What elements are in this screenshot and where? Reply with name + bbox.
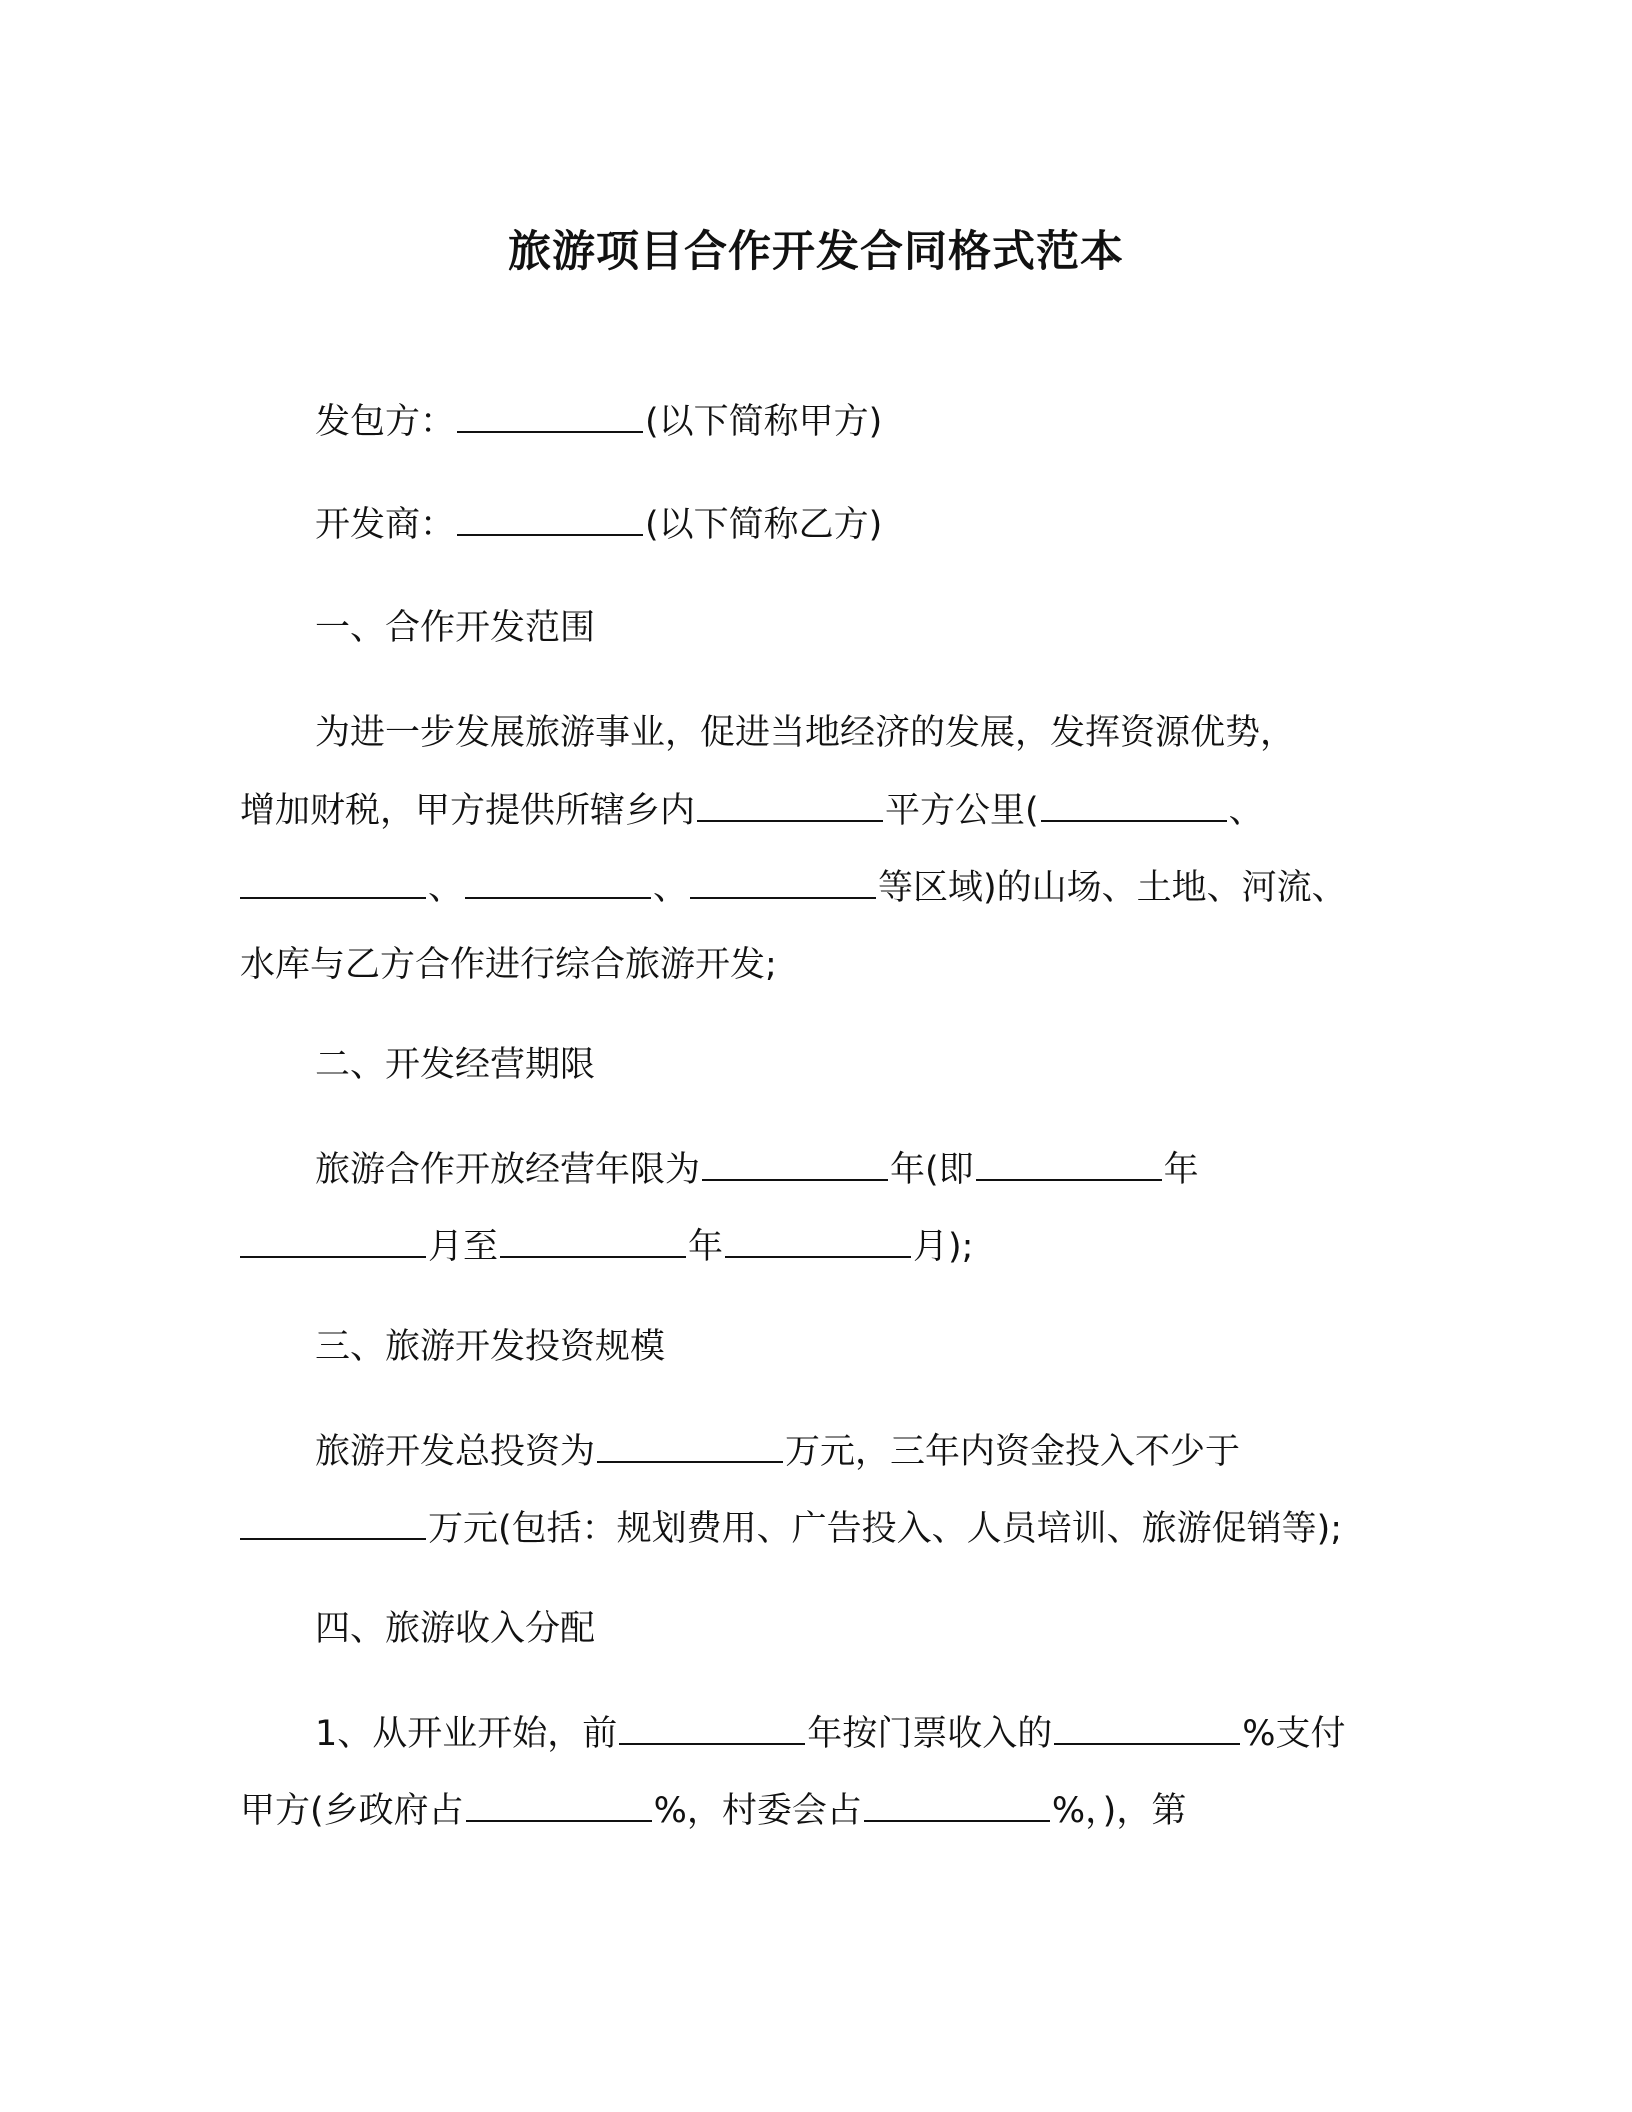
text-segment: 年(即 (890, 1150, 974, 1190)
text-segment: 旅游开发总投资为 (315, 1432, 596, 1472)
text-segment: 年 (1163, 1150, 1199, 1190)
party-b-label: 开发商： (315, 505, 456, 545)
start-month-blank (240, 1224, 426, 1258)
text-segment: 、 (1228, 791, 1264, 831)
section-4-line-2 (240, 1786, 1186, 1836)
party-a-line (315, 397, 882, 447)
section-2-heading: 二、开发经营期限 (315, 1045, 596, 1085)
region-blank (690, 865, 876, 899)
party-b-blank (457, 502, 643, 536)
party-b-suffix: (以下简称乙方) (645, 505, 883, 545)
text-segment: %，村委会占 (653, 1791, 862, 1831)
text-segment: 年按门票收入的 (807, 1714, 1053, 1754)
text-segment: 平方公里( (885, 791, 1039, 831)
section-1-heading: 一、合作开发范围 (315, 608, 596, 648)
section-4-heading: 四、旅游收入分配 (315, 1609, 596, 1649)
text-segment: 月); (913, 1227, 974, 1267)
end-year-blank (500, 1224, 686, 1258)
text-segment: 、 (653, 868, 689, 908)
text-segment: %，)，第 (1051, 1791, 1187, 1831)
text-segment: 月至 (428, 1227, 499, 1267)
text-segment: 甲方(乡政府占 (240, 1791, 464, 1831)
party-b-line (315, 500, 882, 550)
total-investment-blank (597, 1429, 783, 1463)
township-percent-blank (466, 1788, 652, 1822)
text-segment: %支付 (1242, 1714, 1346, 1754)
text-segment: 万元，三年内资金投入不少于 (785, 1432, 1241, 1472)
section-3-line-1 (315, 1427, 1240, 1477)
years-blank (619, 1711, 805, 1745)
text-segment: 年 (688, 1227, 724, 1267)
region-blank (1041, 788, 1227, 822)
start-year-blank (976, 1147, 1162, 1181)
party-a-suffix: (以下简称甲方) (645, 402, 883, 442)
percent-blank (1054, 1711, 1240, 1745)
text-segment: 旅游合作开放经营年限为 (315, 1150, 701, 1190)
village-percent-blank (864, 1788, 1050, 1822)
region-blank (465, 865, 651, 899)
section-1-line-3 (240, 863, 1347, 913)
end-month-blank (725, 1224, 911, 1258)
section-1-line-4: 水库与乙方合作进行综合旅游开发; (240, 945, 777, 985)
section-2-line-1 (315, 1145, 1199, 1195)
section-4-line-1 (315, 1709, 1346, 1759)
text-segment: 万元(包括：规划费用、广告投入、人员培训、旅游促销等); (428, 1509, 1343, 1549)
term-years-blank (702, 1147, 888, 1181)
section-2-line-2 (240, 1222, 973, 1272)
section-3-line-2 (240, 1504, 1342, 1554)
section-3-heading: 三、旅游开发投资规模 (315, 1327, 666, 1367)
min-investment-blank (240, 1506, 426, 1540)
section-1-line-1: 为进一步发展旅游事业，促进当地经济的发展，发挥资源优势， (315, 713, 1296, 753)
party-a-blank (457, 399, 643, 433)
text-segment: 、 (428, 868, 464, 908)
area-blank (697, 788, 883, 822)
text-segment: 增加财税，甲方提供所辖乡内 (240, 791, 696, 831)
text-segment: 等区域)的山场、土地、河流、 (878, 868, 1347, 908)
region-blank (240, 865, 426, 899)
section-1-line-2 (240, 786, 1264, 836)
document-title: 旅游项目合作开发合同格式范本 (508, 227, 1124, 277)
text-segment: 1、从开业开始，前 (315, 1714, 618, 1754)
party-a-label: 发包方： (315, 402, 456, 442)
